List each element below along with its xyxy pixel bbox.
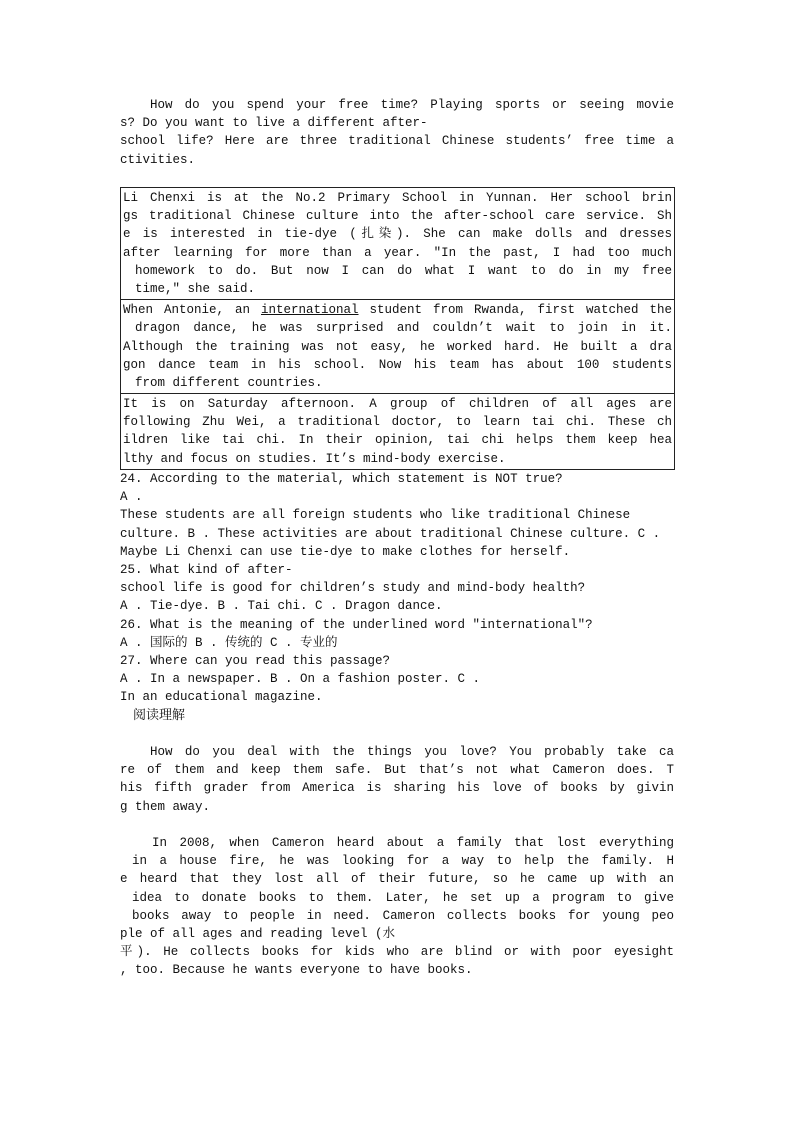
passage-line: re of them and keep them safe. But that’s not what Cameron does. T [120, 763, 674, 778]
passage2-paragraph2 [120, 834, 674, 980]
question-line: school life is good for children’s study and mind-body health? [120, 581, 586, 596]
table-line: time," she said. [135, 281, 256, 296]
passage-line: books away to people in need. Cameron collects books for young peo [132, 908, 674, 923]
section-title: 阅读理解 [133, 708, 186, 723]
activities-table [120, 187, 675, 470]
table-row-zhu-wei [121, 393, 674, 469]
table-line: Although the training was not easy, he worked hard. He built a dra [123, 339, 672, 354]
question-line: 27. Where can you read this passage? [120, 653, 391, 668]
intro-line: school life? Here are three traditional Chinese students’ free time a [120, 134, 674, 149]
passage-line: e heard that they lost all of their future, so he came up with an [120, 872, 674, 887]
question-line: culture. B . These activities are about traditional Chinese culture. C . [120, 526, 661, 541]
question-line: 24. According to the material, which statement is NOT true? [120, 472, 563, 486]
question-line: These students are all foreign students who like traditional Chinese [120, 508, 631, 523]
underlined-word: international [260, 303, 359, 318]
table-line: lthy and focus on studies. It’s mind-body exercise. [123, 451, 506, 466]
question-line: 25. What kind of after- [120, 562, 293, 577]
question-line: A . Tie-dye. B . Tai chi. C . Dragon dance. [120, 599, 443, 614]
table-row-antonie [121, 299, 674, 393]
passage-line: , too. Because he wants everyone to have books. [120, 963, 473, 978]
table-line: after learning for more than a year. "In the past, I had too much [123, 245, 672, 260]
table-line: e is interested in tie-dye (扎染). She can make dolls and dresses [123, 227, 672, 242]
table-line: Li Chenxi is at the No.2 Primary School in Yunnan. Her school brin [123, 191, 672, 205]
table-text: student from Rwanda, first watched the [358, 303, 672, 318]
intro-paragraph [120, 96, 674, 169]
table-line: from different countries. [135, 375, 323, 390]
table-text: When Antonie, an [123, 303, 261, 318]
table-line [123, 301, 672, 319]
table-line: It is on Saturday afternoon. A group of children of all ages are [123, 397, 672, 412]
intro-line: ctivities. [120, 152, 196, 167]
question-line: A . [120, 490, 143, 505]
table-line: dragon dance, he was surprised and couldn’t wait to join in it. [135, 321, 672, 336]
table-row-li-chenxi [121, 188, 674, 299]
passage-line: idea to donate books to them. Later, he set up a program to give [132, 890, 674, 905]
intro-line: How do you spend your free time? Playing sports or seeing movie [150, 98, 674, 112]
passage-line: in a house fire, he was looking for a way to help the family. H [132, 854, 674, 869]
question-line: 26. What is the meaning of the underlined word "international"? [120, 617, 593, 632]
table-line: homework to do. But now I can do what I want to do in my free [135, 263, 672, 278]
table-line: gs traditional Chinese culture into the after-school care service. Sh [123, 209, 672, 224]
passage-line: 平). He collects books for kids who are blind or with poor eyesight [120, 945, 674, 960]
question-line: Maybe Li Chenxi can use tie-dye to make clothes for herself. [120, 544, 571, 559]
passage-line: In 2008, when Cameron heard about a family that lost everything [152, 836, 674, 850]
question-line: A . 国际的 B . 传统的 C . 专业的 [120, 635, 338, 650]
question-line: A . In a newspaper. B . On a fashion poster. C . [120, 672, 481, 687]
question-line: In an educational magazine. [120, 690, 323, 705]
passage-line: How do you deal with the things you love? You probably take ca [150, 745, 674, 759]
intro-line: s? Do you want to live a different after- [120, 116, 428, 131]
passage-line: ple of all ages and reading level (水 [120, 926, 396, 941]
table-line: following Zhu Wei, a traditional doctor, to learn tai chi. These ch [123, 415, 672, 430]
passage2-paragraph1 [120, 743, 674, 816]
table-line: gon dance team in his school. Now his team has about 100 students [123, 357, 672, 372]
passage-line: g them away. [120, 799, 211, 814]
passage-line: his fifth grader from America is sharing his love of books by givin [120, 781, 674, 796]
table-line: ildren like tai chi. In their opinion, tai chi helps them keep hea [123, 433, 672, 448]
questions-block [120, 470, 674, 706]
